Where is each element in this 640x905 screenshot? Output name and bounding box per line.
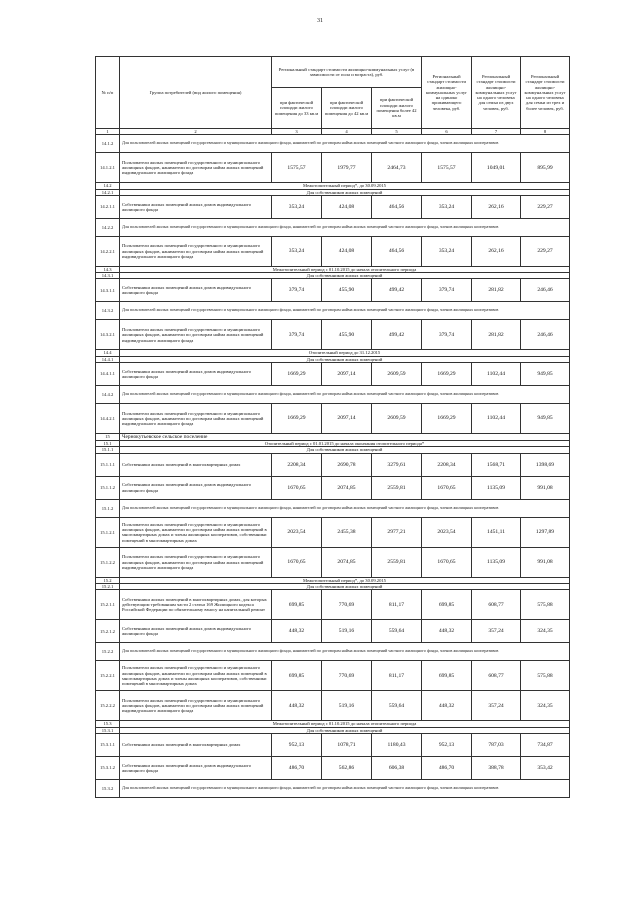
header-num: № п/п	[96, 57, 120, 129]
row-number: 14.4.2.1	[96, 403, 120, 433]
row-number: 14.3.2	[96, 302, 120, 320]
table-row	[96, 643, 570, 661]
row-number: 14.2.2.1	[96, 236, 120, 266]
row-number: 15.2.1.1	[96, 590, 120, 620]
value-cell: 519,16	[322, 620, 372, 643]
value-cell: 811,17	[372, 590, 422, 620]
table-row	[96, 476, 570, 499]
value-cell: 2455,38	[322, 517, 372, 547]
row-number: 14.3	[96, 266, 120, 272]
value-cell: 2690,78	[322, 453, 372, 476]
row-number: 15.3.1.2	[96, 756, 120, 779]
row-number: 15.1	[96, 441, 120, 447]
value-cell: 699,85	[422, 661, 472, 691]
period-row: Для собственников жилых помещений	[120, 273, 570, 279]
table-row	[96, 218, 570, 236]
value-cell: 229,27	[521, 195, 570, 218]
row-number: 15.3.1	[96, 727, 120, 733]
header-col-c: при фактической площади жилого помещения более 42 кв.м	[372, 88, 422, 129]
value-cell: 559,64	[372, 691, 422, 721]
value-cell: 379,74	[272, 279, 322, 302]
value-cell: 2074,85	[322, 476, 372, 499]
value-cell: 1451,11	[472, 517, 521, 547]
category-row: Для пользователей жилых помещений государственного и муниципального жилищного фонда, нанимателей по договорам найма жилых помещений частного жилищного фонда, членов жилищных кооперативов	[120, 385, 570, 403]
value-cell: 1670,65	[272, 476, 322, 499]
value-cell: 575,88	[521, 590, 570, 620]
row-label: Собственники жилых помещений жилых домов индивидуального жилищного фонда	[120, 195, 272, 218]
period-row: Межотопительный период*, до 30.09.2015	[120, 183, 570, 189]
row-label: Пользователи жилых помещений государственного и муниципального жилищных фондов, наниматели по договорам найма жилых помещений индивидуального жилищного фонда	[120, 153, 272, 183]
value-cell: 606,38	[372, 756, 422, 779]
row-number: 15.2.1.2	[96, 620, 120, 643]
header-number: 3	[272, 129, 322, 135]
row-label: Собственники жилых помещений жилых домов индивидуального жилищного фонда	[120, 279, 272, 302]
row-number: 15.1.2.1	[96, 517, 120, 547]
value-cell: 734,87	[521, 733, 570, 756]
header-col-8: Региональный стандарт стоимости жилищно-коммунальных услуг на одного человека для семьи из трех и более человек, руб.	[521, 57, 570, 129]
row-number: 15.3	[96, 721, 120, 727]
value-cell: 357,24	[472, 620, 521, 643]
value-cell: 575,88	[521, 661, 570, 691]
row-label: Собственники жилых помещений жилых домов индивидуального жилищного фонда	[120, 476, 272, 499]
value-cell: 379,74	[422, 320, 472, 350]
value-cell: 1135,09	[472, 476, 521, 499]
value-cell: 895,99	[521, 153, 570, 183]
value-cell: 2609,59	[372, 362, 422, 385]
period-row: Для собственников жилых помещений	[120, 356, 570, 362]
value-cell: 379,74	[422, 279, 472, 302]
value-cell: 1135,09	[472, 547, 521, 577]
value-cell: 699,85	[422, 590, 472, 620]
value-cell: 952,13	[422, 733, 472, 756]
value-cell: 2097,14	[322, 362, 372, 385]
header-number: 1	[96, 129, 120, 135]
row-label: Пользователи жилых помещений государственного и муниципального жилищных фондов, наниматели по договорам найма жилых помещений индивидуального жилищного фонда	[120, 236, 272, 266]
value-cell: 1670,65	[422, 547, 472, 577]
header-number: 2	[120, 129, 272, 135]
header-number: 8	[521, 129, 570, 135]
period-row: Межотопительный период с 01.10.2015 до начала отопительного периода	[120, 266, 570, 272]
value-cell: 811,17	[372, 661, 422, 691]
value-cell: 3279,61	[372, 453, 422, 476]
table-row	[96, 590, 570, 620]
table-row	[96, 302, 570, 320]
category-row: Для пользователей жилых помещений государственного и муниципального жилищного фонда, нанимателей по договорам найма жилых помещений частного жилищного фонда, членов жилищных кооперативов	[120, 135, 570, 153]
row-number: 14.1.2	[96, 135, 120, 153]
value-cell: 1180,43	[372, 733, 422, 756]
value-cell: 1669,29	[272, 362, 322, 385]
value-cell: 1670,65	[272, 547, 322, 577]
value-cell: 424,08	[322, 236, 372, 266]
value-cell: 455,90	[322, 320, 372, 350]
row-label: Пользователи жилых помещений государственного и муниципального жилищных фондов, наниматели по договорам найма жилых помещений в многоквартирных домах и члены жилищных кооперативов, собственники помещений в многоквартирных домах	[120, 517, 272, 547]
standards-table	[95, 56, 570, 798]
value-cell: 262,16	[472, 236, 521, 266]
value-cell: 1575,57	[422, 153, 472, 183]
row-label: Собственники жилых помещений в многоквартирных домах	[120, 453, 272, 476]
row-number: 15.2.2	[96, 643, 120, 661]
header-number: 5	[372, 129, 422, 135]
period-row: Межотопительный период с 01.10.2015 до начала отопительного периода	[120, 721, 570, 727]
value-cell: 952,13	[272, 733, 322, 756]
table-body	[96, 135, 570, 798]
value-cell: 324,35	[521, 620, 570, 643]
value-cell: 699,85	[272, 661, 322, 691]
value-cell: 281,82	[472, 279, 521, 302]
period-row: Для собственников жилых помещений	[120, 584, 570, 590]
row-label: Пользователи жилых помещений государственного и муниципального жилищных фондов, наниматели по договорам найма жилых помещений индивидуального жилищного фонда	[120, 320, 272, 350]
value-cell: 1102,44	[472, 362, 521, 385]
category-row: Для пользователей жилых помещений государственного и муниципального жилищного фонда, нанимателей по договорам найма жилых помещений частного жилищного фонда, членов жилищных кооперативов	[120, 779, 570, 797]
row-label: Пользователи жилых помещений государственного и муниципального жилищных фондов, наниматели по договорам найма жилых помещений в многоквартирных домах и члены жилищных кооперативов, собственники помещений в многоквартирных домах	[120, 661, 272, 691]
row-number: 15.1.1	[96, 447, 120, 453]
table-row	[96, 499, 570, 517]
header-number: 6	[422, 129, 472, 135]
header-std-group: Региональный стандарт стоимости жилищно-коммунальных услуг (в зависимости от пола и возраста), руб.	[272, 57, 422, 88]
row-number: 14.2	[96, 183, 120, 189]
row-number: 15.2.1	[96, 584, 120, 590]
value-cell: 991,08	[521, 547, 570, 577]
value-cell: 262,16	[472, 195, 521, 218]
category-row: Для пользователей жилых помещений государственного и муниципального жилищного фонда, нанимателей по договорам найма жилых помещений частного жилищного фонда, членов жилищных кооперативов	[120, 499, 570, 517]
row-number: 15.3.1.1	[96, 733, 120, 756]
value-cell: 1669,29	[422, 362, 472, 385]
value-cell: 2097,14	[322, 403, 372, 433]
row-number: 14.4.1	[96, 356, 120, 362]
table-row	[96, 620, 570, 643]
value-cell: 770,69	[322, 661, 372, 691]
value-cell: 353,24	[422, 195, 472, 218]
section-title: Чернокутьевское сельское поселение	[120, 433, 570, 440]
value-cell: 499,42	[372, 320, 422, 350]
table-row	[96, 320, 570, 350]
value-cell: 608,77	[472, 661, 521, 691]
value-cell: 2208,34	[422, 453, 472, 476]
table-row	[96, 733, 570, 756]
value-cell: 559,64	[372, 620, 422, 643]
row-label: Собственники жилых помещений жилых домов индивидуального жилищного фонда	[120, 362, 272, 385]
table-row	[96, 236, 570, 266]
category-row: Для пользователей жилых помещений государственного и муниципального жилищного фонда, нанимателей по договорам найма жилых помещений частного жилищного фонда, членов жилищных кооперативов	[120, 218, 570, 236]
row-number: 15.2	[96, 577, 120, 583]
row-number: 14.2.1.1	[96, 195, 120, 218]
header-number: 7	[472, 129, 521, 135]
value-cell: 2074,85	[322, 547, 372, 577]
value-cell: 519,16	[322, 691, 372, 721]
table-row	[96, 153, 570, 183]
value-cell: 499,42	[372, 279, 422, 302]
header-col-6: Региональный стандарт стоимости жилищно-коммунальных услуг на одиноко проживающего человека, руб.	[422, 57, 472, 129]
value-cell: 2609,59	[372, 403, 422, 433]
value-cell: 464,56	[372, 195, 422, 218]
row-label: Собственники жилых помещений жилых домов индивидуального жилищного фонда	[120, 756, 272, 779]
row-number: 15	[96, 433, 120, 440]
value-cell: 1398,69	[521, 453, 570, 476]
value-cell: 353,24	[422, 236, 472, 266]
value-cell: 281,82	[472, 320, 521, 350]
value-cell: 424,08	[322, 195, 372, 218]
value-cell: 2559,81	[372, 476, 422, 499]
table-row	[96, 547, 570, 577]
category-row: Для пользователей жилых помещений государственного и муниципального жилищного фонда, нанимателей по договорам найма жилых помещений частного жилищного фонда, членов жилищных кооперативов	[120, 643, 570, 661]
header-col-b: при фактической площади жилого помещения до 42 кв.м	[322, 88, 372, 129]
row-label: Пользователи жилых помещений государственного и муниципального жилищных фондов, наниматели по договорам найма жилых помещений индивидуального жилищного фонда	[120, 691, 272, 721]
header-col-7: Региональный стандарт стоимости жилищно-коммунальных услуг на одного человека для семьи из двух человек, руб.	[472, 57, 521, 129]
row-number: 14.2.1	[96, 189, 120, 195]
value-cell: 787,03	[472, 733, 521, 756]
row-number: 15.2.2.2	[96, 691, 120, 721]
row-number: 14.2.2	[96, 218, 120, 236]
row-number: 15.1.2.2	[96, 547, 120, 577]
value-cell: 455,90	[322, 279, 372, 302]
value-cell: 1049,01	[472, 153, 521, 183]
value-cell: 448,32	[272, 620, 322, 643]
value-cell: 1575,57	[272, 153, 322, 183]
value-cell: 1979,77	[322, 153, 372, 183]
value-cell: 1078,71	[322, 733, 372, 756]
table-row	[96, 517, 570, 547]
value-cell: 562,86	[322, 756, 372, 779]
table-row	[96, 279, 570, 302]
row-number: 15.2.2.1	[96, 661, 120, 691]
period-row: Отопительный период до 31.12.2015	[120, 350, 570, 356]
value-cell: 1670,65	[422, 476, 472, 499]
table-row	[96, 756, 570, 779]
value-cell: 2559,81	[372, 547, 422, 577]
row-number: 14.3.1.1	[96, 279, 120, 302]
row-number: 14.4.2	[96, 385, 120, 403]
row-number: 14.1.2.1	[96, 153, 120, 183]
value-cell: 353,24	[272, 236, 322, 266]
table-row	[96, 433, 570, 440]
table-header	[96, 57, 570, 135]
value-cell: 699,85	[272, 590, 322, 620]
value-cell: 991,08	[521, 476, 570, 499]
value-cell: 229,27	[521, 236, 570, 266]
row-label: Собственники жилых помещений в многоквартирных домах	[120, 733, 272, 756]
period-row: Отопительный период с 01.01.2015 до начала окончания отопительного периода*	[120, 441, 570, 447]
value-cell: 2023,54	[272, 517, 322, 547]
value-cell: 608,77	[472, 590, 521, 620]
value-cell: 246,46	[521, 320, 570, 350]
value-cell: 448,32	[422, 691, 472, 721]
value-cell: 486,70	[422, 756, 472, 779]
value-cell: 2208,34	[272, 453, 322, 476]
page-number: 31	[317, 18, 323, 24]
table-row	[96, 453, 570, 476]
period-row: Межотопительный период*, до 30.09.2015	[120, 577, 570, 583]
value-cell: 448,32	[272, 691, 322, 721]
value-cell: 2977,21	[372, 517, 422, 547]
value-cell: 379,74	[272, 320, 322, 350]
value-cell: 770,69	[322, 590, 372, 620]
value-cell: 949,85	[521, 362, 570, 385]
value-cell: 1297,89	[521, 517, 570, 547]
category-row: Для пользователей жилых помещений государственного и муниципального жилищного фонда, нанимателей по договорам найма жилых помещений частного жилищного фонда, членов жилищных кооперативов	[120, 302, 570, 320]
period-row: Для собственников жилых помещений	[120, 447, 570, 453]
value-cell: 357,24	[472, 691, 521, 721]
value-cell: 486,70	[272, 756, 322, 779]
row-number: 14.4.1.1	[96, 362, 120, 385]
value-cell: 1669,29	[422, 403, 472, 433]
value-cell: 353,24	[272, 195, 322, 218]
row-number: 15.1.1.1	[96, 453, 120, 476]
value-cell: 353,42	[521, 756, 570, 779]
value-cell: 1669,29	[272, 403, 322, 433]
value-cell: 949,85	[521, 403, 570, 433]
period-row: Для собственников жилых помещений	[120, 189, 570, 195]
table-row	[96, 385, 570, 403]
value-cell: 1102,44	[472, 403, 521, 433]
row-number: 15.1.1.2	[96, 476, 120, 499]
table-row	[96, 779, 570, 797]
row-number: 14.3.2.1	[96, 320, 120, 350]
table-row	[96, 403, 570, 433]
header-col-a: при фактической площади жилого помещения до 33 кв.м	[272, 88, 322, 129]
value-cell: 2023,54	[422, 517, 472, 547]
value-cell: 388,78	[472, 756, 521, 779]
table-row	[96, 195, 570, 218]
table-row	[96, 362, 570, 385]
value-cell: 464,56	[372, 236, 422, 266]
row-label: Пользователи жилых помещений государственного и муниципального жилищных фондов, наниматели по договорам найма жилых помещений индивидуального жилищного фонда	[120, 403, 272, 433]
table-row	[96, 135, 570, 153]
header-number: 4	[322, 129, 372, 135]
header-group: Группа потребителей (вид жилого помещения)	[120, 57, 272, 129]
row-label: Пользователи жилых помещений государственного и муниципального жилищных фондов, наниматели по договорам найма жилых помещений индивидуального жилищного фонда	[120, 547, 272, 577]
row-label: Собственники жилых помещений жилых домов индивидуального жилищного фонда	[120, 620, 272, 643]
value-cell: 448,32	[422, 620, 472, 643]
value-cell: 2464,73	[372, 153, 422, 183]
row-number: 14.3.1	[96, 273, 120, 279]
value-cell: 1568,71	[472, 453, 521, 476]
table-row	[96, 661, 570, 691]
value-cell: 324,35	[521, 691, 570, 721]
table-row	[96, 691, 570, 721]
row-label: Собственники жилых помещений в многоквартирных домах, для которых действующим требованиям части 2 статьи 169 Жилищного кодекса Российской Федерации по обязательному взносу на капитальный ремонт	[120, 590, 272, 620]
row-number: 15.3.2	[96, 779, 120, 797]
row-number: 14.4	[96, 350, 120, 356]
value-cell: 246,46	[521, 279, 570, 302]
row-number: 15.1.2	[96, 499, 120, 517]
period-row: Для собственников жилых помещений	[120, 727, 570, 733]
